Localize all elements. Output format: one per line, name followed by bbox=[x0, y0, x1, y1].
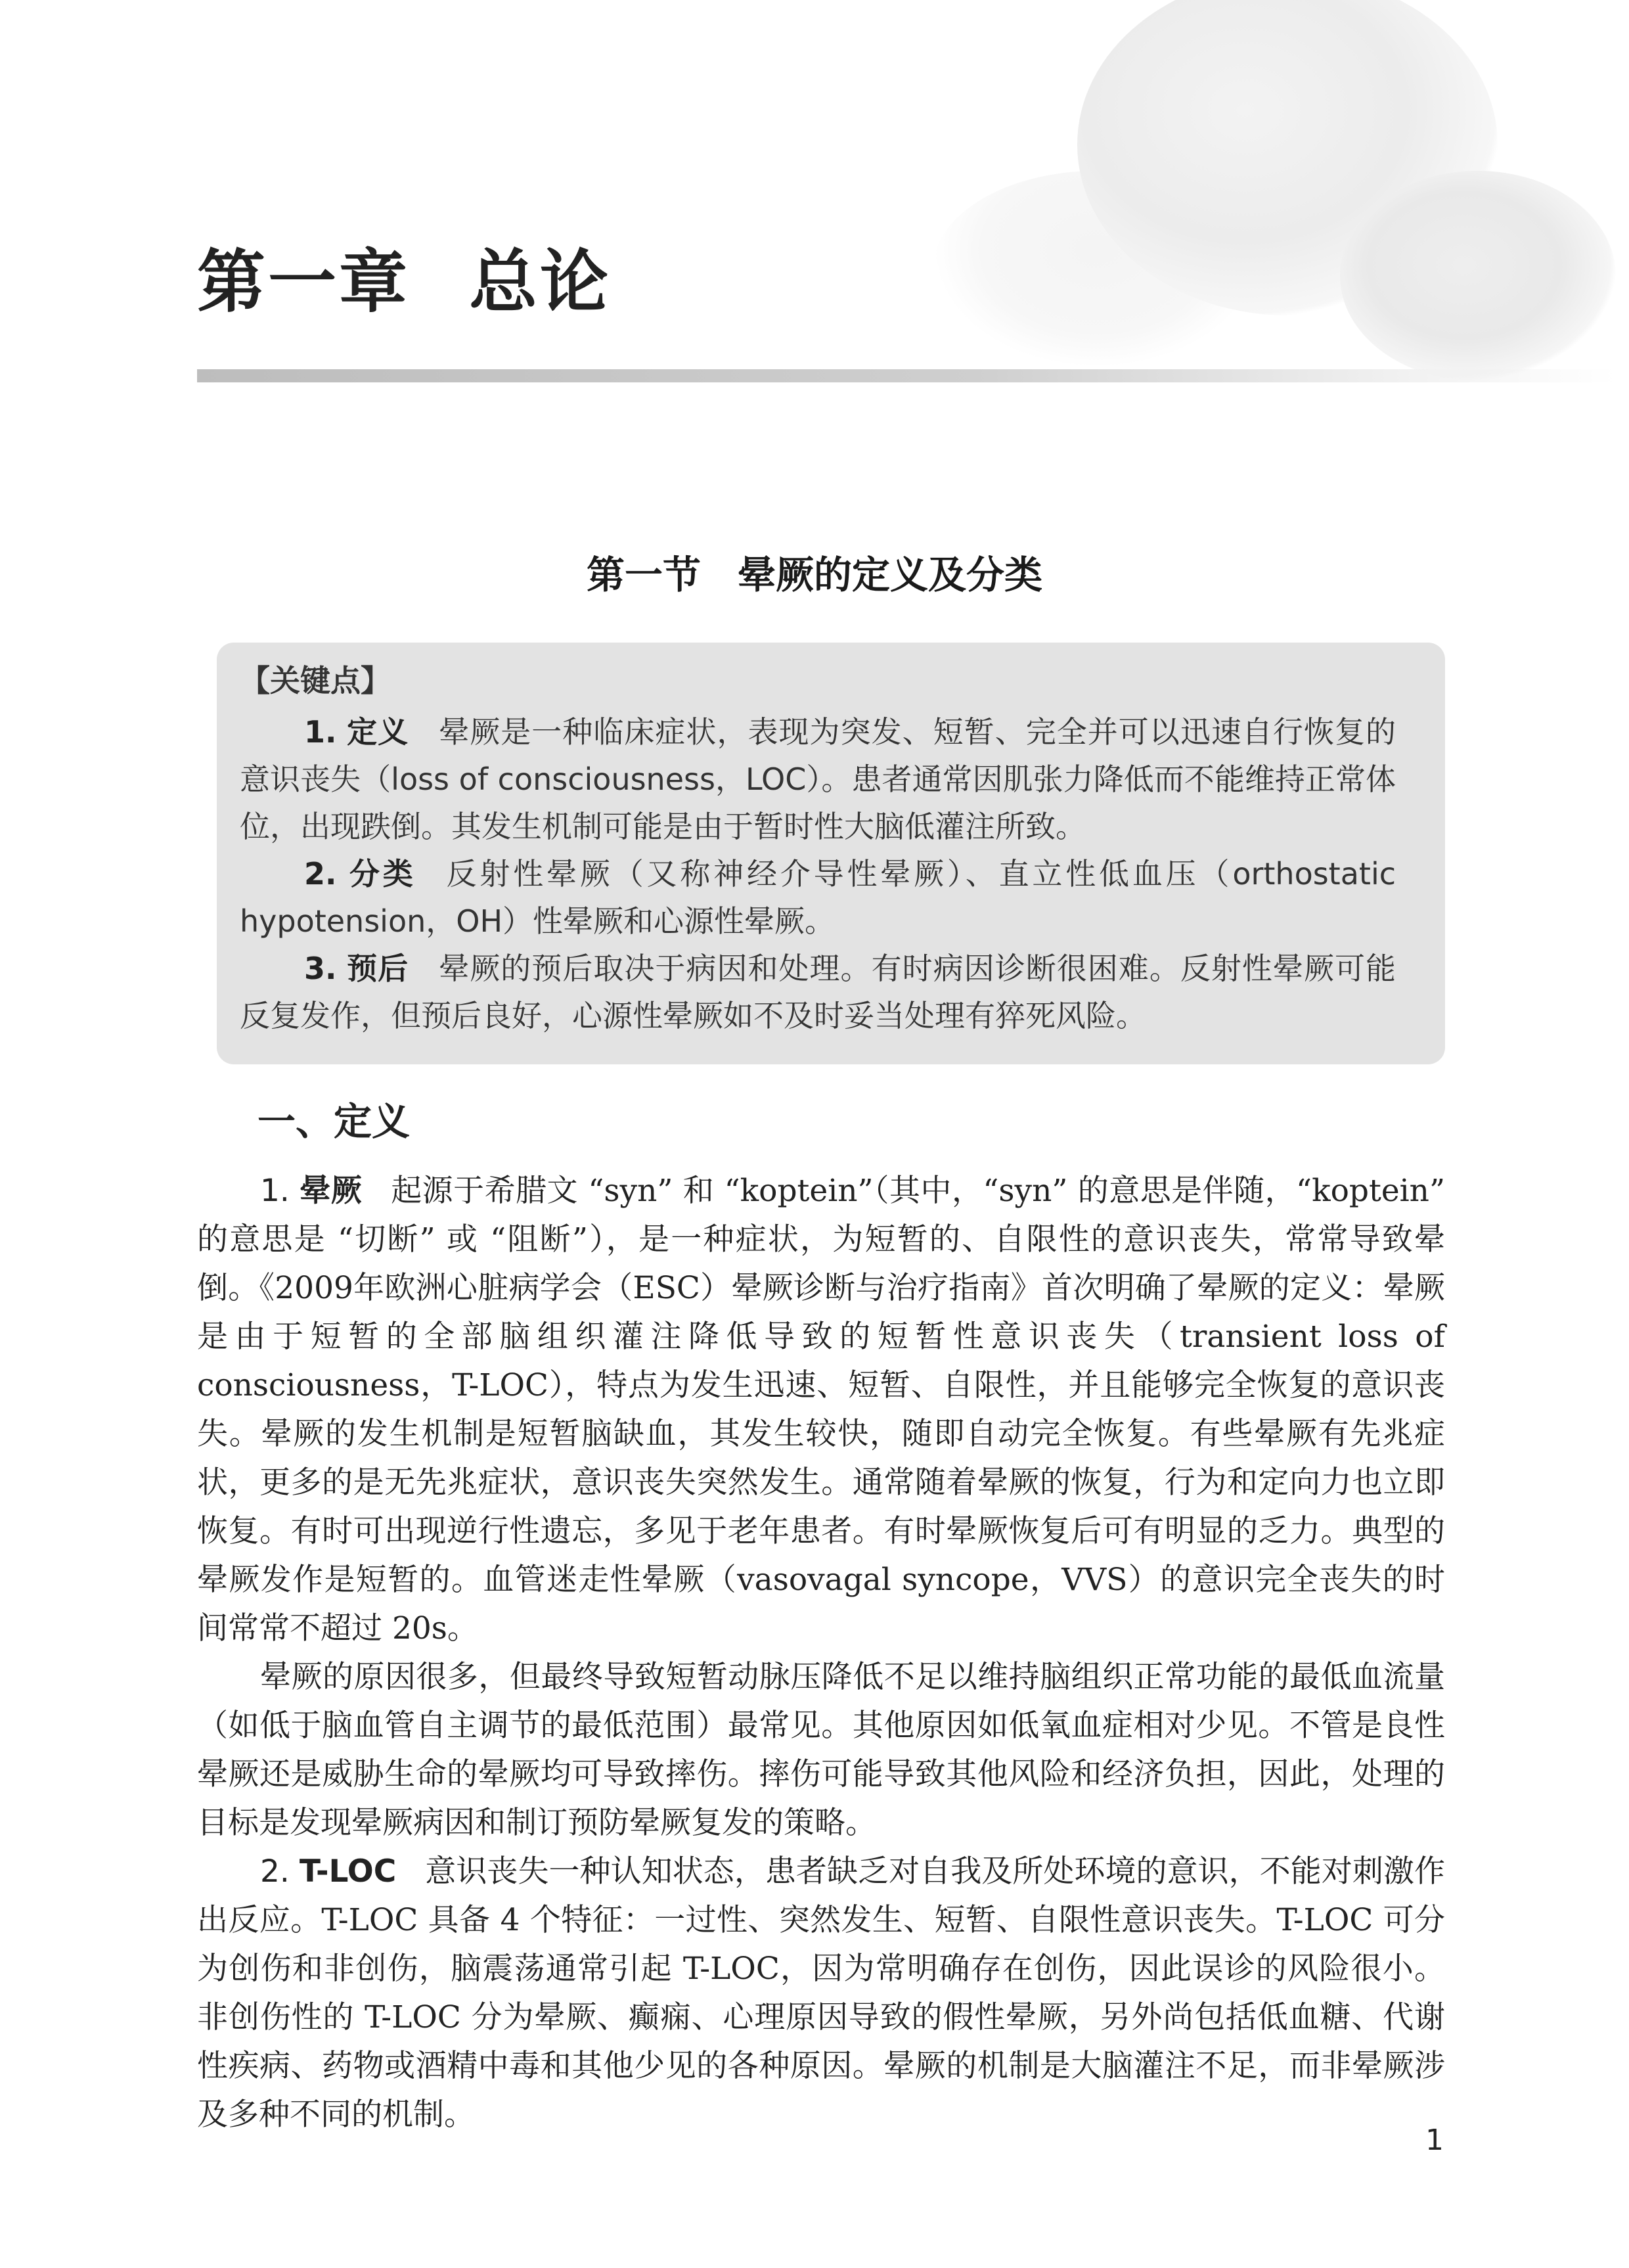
chapter-title bbox=[197, 227, 611, 325]
key-point-item bbox=[240, 708, 1396, 850]
key-point-number: 1. bbox=[304, 714, 337, 750]
paragraph bbox=[197, 1167, 1445, 1653]
key-point-number: 3. bbox=[304, 951, 337, 986]
chapter-label: 第一章 bbox=[197, 241, 411, 322]
paragraph bbox=[197, 1653, 1445, 1848]
key-point-number: 2. bbox=[304, 856, 337, 892]
paragraph-text: 起源于希腊文 “syn” 和 “koptein”（其中，“syn” 的意思是伴随，“koptein” 的意思是 “切断” 或 “阻断”），是一种症状，为短暂的、自限性的意识丧失，常常导致晕倒。《2009年欧洲心脏病学会（ESC）晕厥诊断与治疗指南》首次明确了晕厥的定义：晕厥是由于短暂的全部脑组织灌注降低导致的短暂性意识丧失（transient loss of consciousness，T-LOC），特点为发生迅速、短暂、自限性，并且能够完全恢复的意识丧失。晕厥的发生机制是短暂脑缺血，其发生较快，随即自动完全恢复。有些晕厥有先兆症状，更多的是无先兆症状，意识丧失突然发生。通常随着晕厥的恢复，行为和定向力也立即恢复。有时可出现逆行性遗忘，多见于老年患者。有时晕厥恢复后可有明显的乏力。典型的晕厥发作是短暂的。血管迷走性晕厥（vasovagal syncope，VVS）的意识完全丧失的时间常常不超过 20s。 bbox=[197, 1173, 1445, 1646]
section-title bbox=[0, 544, 1629, 599]
key-point-item bbox=[240, 850, 1396, 945]
key-points-content bbox=[240, 657, 1396, 1039]
paragraph-number: 2. bbox=[260, 1853, 290, 1890]
body-text bbox=[197, 1167, 1445, 2139]
key-point-text: 晕厥的预后取决于病因和处理。有时病因诊断很困难。反射性晕厥可能反复发作，但预后良好，心源性晕厥如不及时妥当处理有猝死风险。 bbox=[240, 951, 1396, 1033]
key-point-text: 晕厥是一种临床症状，表现为突发、短暂、完全并可以迅速自行恢复的意识丧失（loss of consciousness，LOC）。患者通常因肌张力降低而不能维持正常体位，出现跌倒。其发生机制可能是由于暂时性大脑低灌注所致。 bbox=[240, 714, 1396, 844]
chapter-divider bbox=[197, 369, 1616, 382]
key-points-heading: 【关键点】 bbox=[240, 663, 391, 698]
paragraph-text: 意识丧失一种认知状态，患者缺乏对自我及所处环境的意识，不能对刺激作出反应。T-LOC 具备 4 个特征：一过性、突然发生、短暂、自限性意识丧失。T-LOC 可分为创伤和非创伤，脑震荡通常引起 T-LOC，因为常明确存在创伤，因此误诊的风险很小。非创伤性的 T-LOC 分为晕厥、癫痫、心理原因导致的假性晕厥，另外尚包括低血糖、代谢性疾病、药物或酒精中毒和其他少见的各种原因。晕厥的机制是大脑灌注不足，而非晕厥涉及多种不同的机制。 bbox=[197, 1853, 1445, 2133]
key-point-term: 定义 bbox=[347, 714, 409, 750]
page-number: 1 bbox=[1425, 2123, 1444, 2157]
paragraph-number: 1. bbox=[260, 1173, 290, 1209]
paragraph bbox=[197, 1848, 1445, 2139]
paragraph-text: 晕厥的原因很多，但最终导致短暂动脉压降低不足以维持脑组织正常功能的最低血流量（如低于脑血管自主调节的最低范围）最常见。其他原因如低氧血症相对少见。不管是良性晕厥还是威胁生命的晕厥均可导致摔伤。摔伤可能导致其他风险和经济负担，因此，处理的目标是发现晕厥病因和制订预防晕厥复发的策略。 bbox=[197, 1659, 1445, 1841]
key-point-text: 反射性晕厥（又称神经介导性晕厥）、直立性低血压（orthostatic hypotension，OH）性晕厥和心源性晕厥。 bbox=[240, 856, 1396, 939]
key-point-term: 预后 bbox=[347, 951, 409, 986]
section-label: 第一节 bbox=[586, 553, 701, 597]
key-point-term: 分类 bbox=[349, 856, 416, 892]
key-point-item bbox=[240, 945, 1396, 1039]
section-name: 晕厥的定义及分类 bbox=[738, 553, 1043, 597]
paragraph-term: T-LOC bbox=[299, 1853, 397, 1890]
chapter-name: 总论 bbox=[469, 241, 612, 322]
subsection-heading: 一、定义 bbox=[257, 1099, 411, 1144]
decorative-circle bbox=[1340, 171, 1616, 381]
paragraph-term: 晕厥 bbox=[300, 1173, 363, 1209]
